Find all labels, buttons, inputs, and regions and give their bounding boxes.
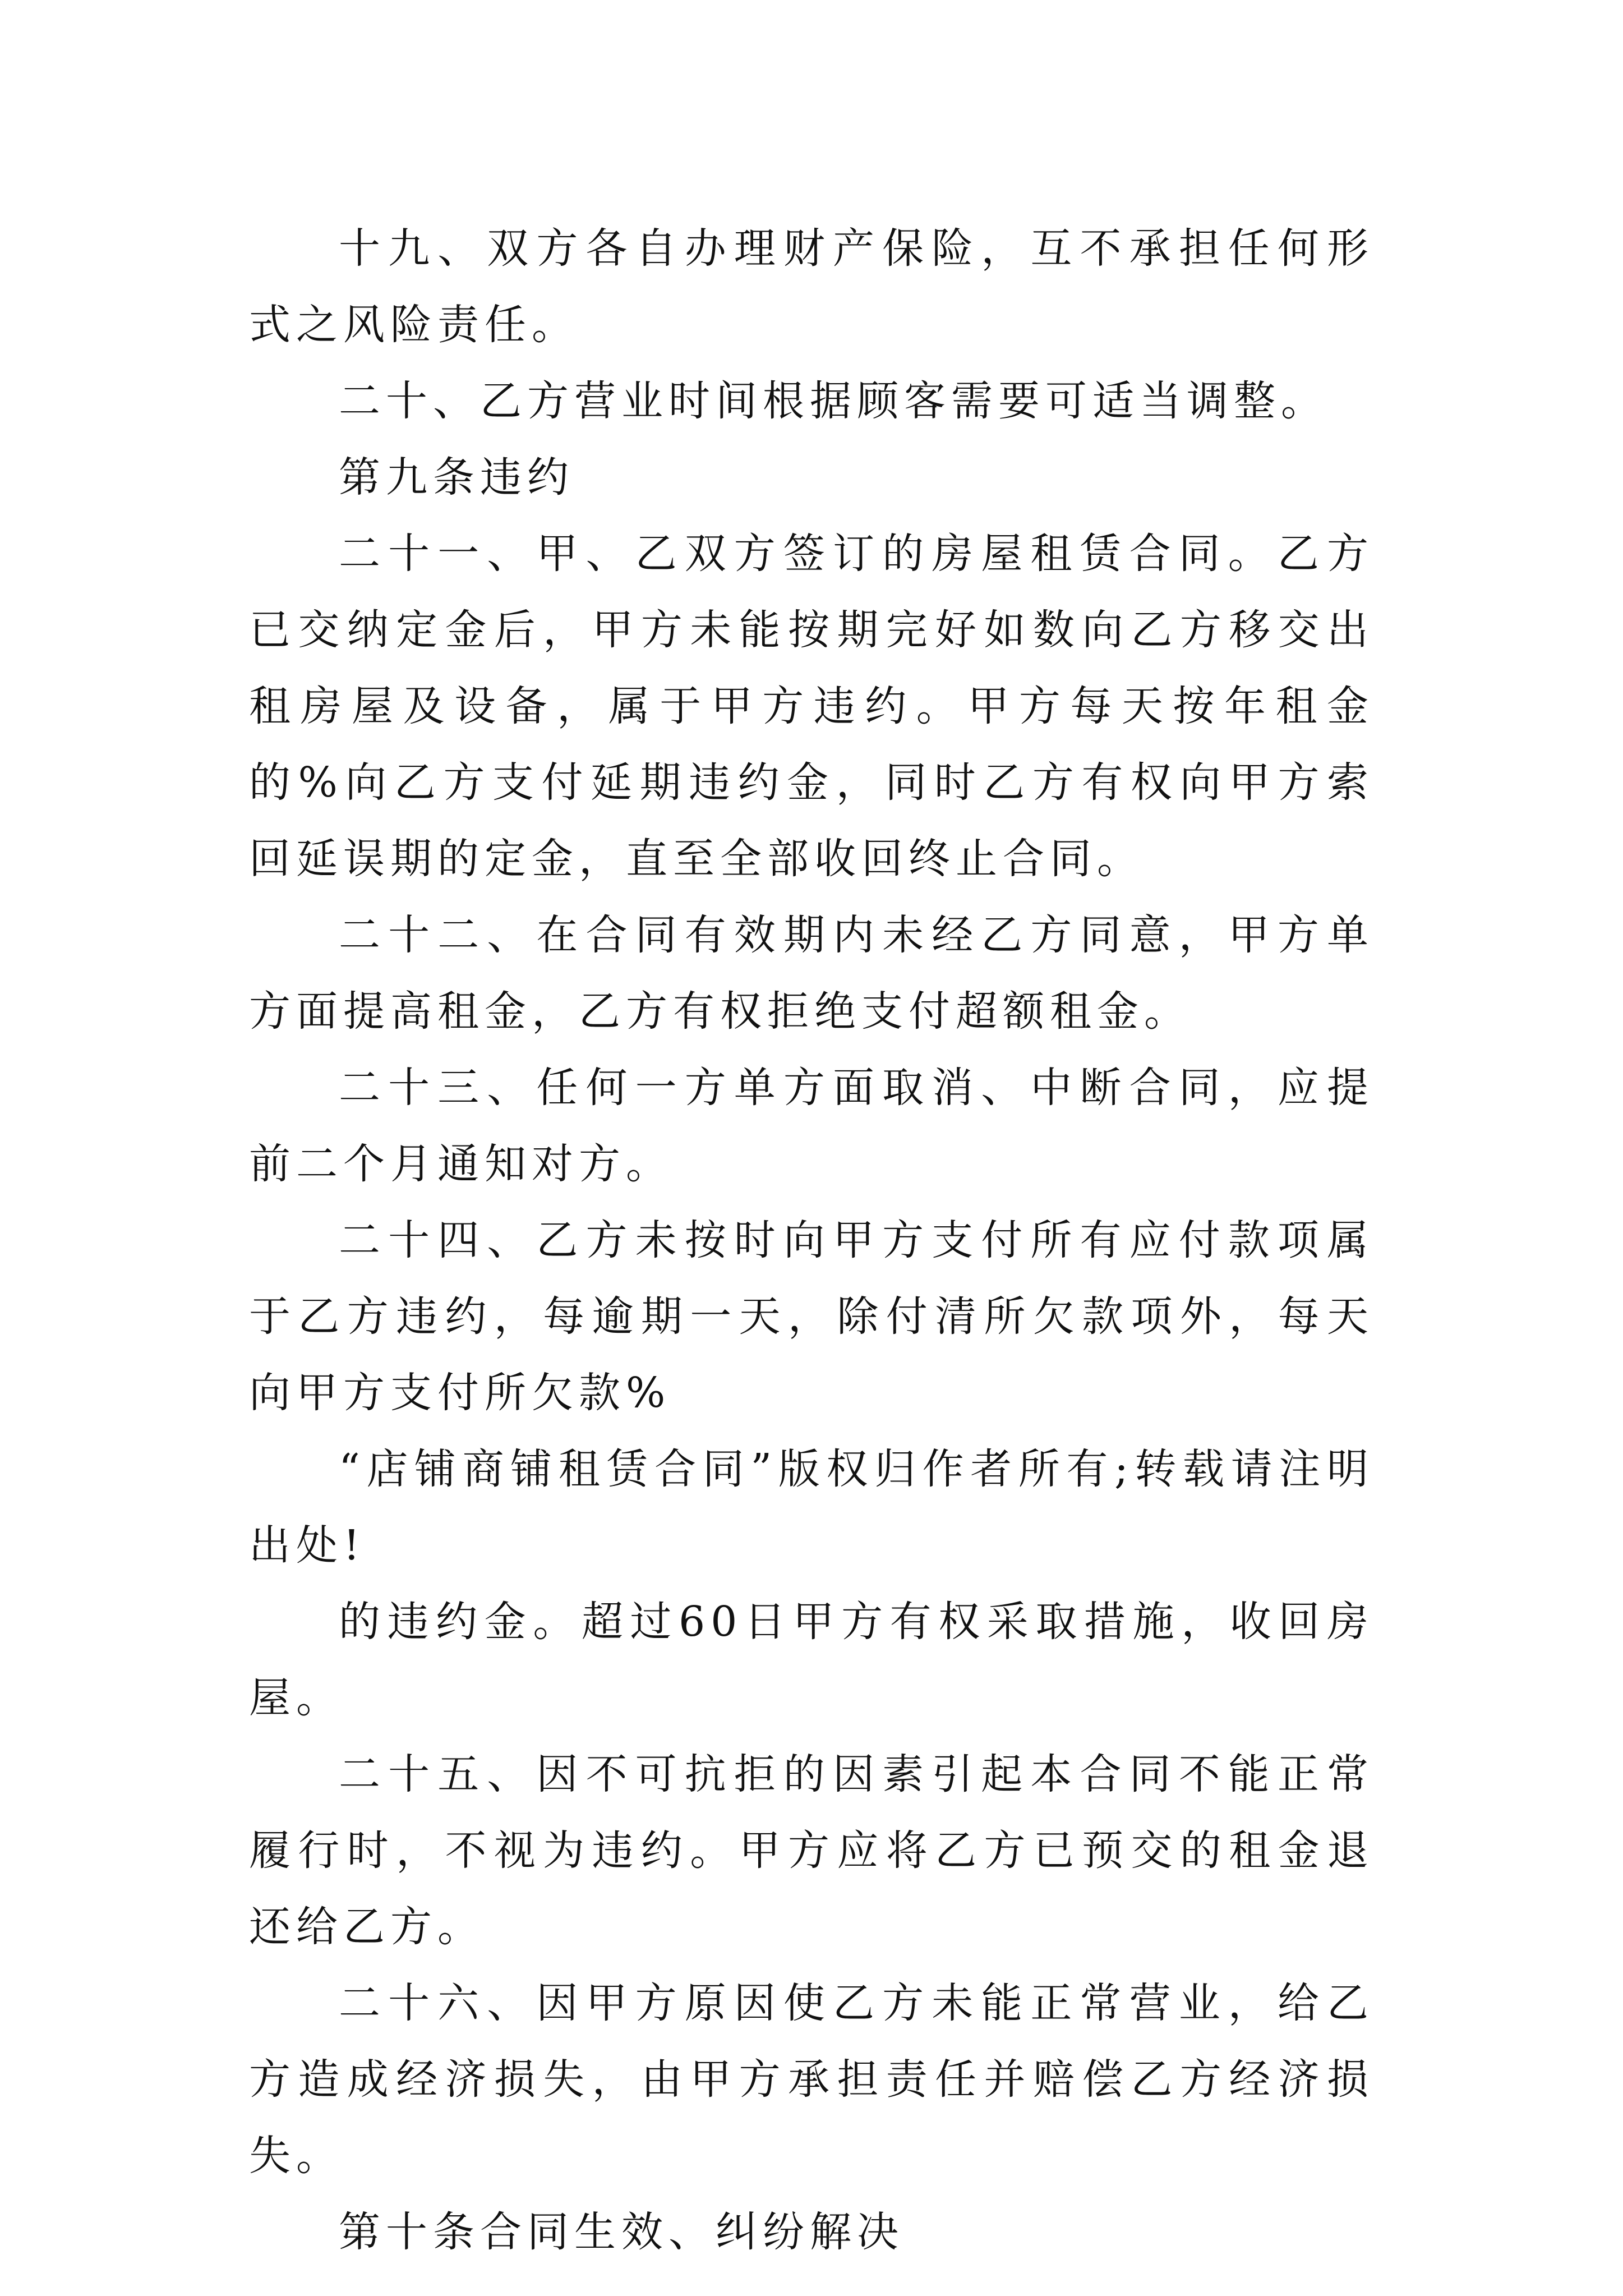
clause-24-continued: 的违约金。超过60日甲方有权采取措施，收回房屋。 — [249, 1598, 1374, 1722]
clause-24: 二十四、乙方未按时向甲方支付所有应付款项属于乙方违约，每逾期一天，除付清所欠款项外，每天向甲方支付所欠款% — [249, 1216, 1374, 1417]
copyright-notice: “店铺商铺租赁合同”版权归作者所有;转载请注明出处! — [249, 1445, 1374, 1570]
clause-22: 二十二、在合同有效期内未经乙方同意，甲方单方面提高租金，乙方有权拒绝支付超额租金。 — [249, 911, 1374, 1036]
clause-26: 二十六、因甲方原因使乙方未能正常营业，给乙方造成经济损失，由甲方承担责任并赔偿乙方经济损失。 — [249, 1979, 1374, 2180]
document-body — [249, 210, 1374, 2270]
clause-23: 二十三、任何一方单方面取消、中断合同，应提前二个月通知对方。 — [249, 1064, 1374, 1188]
clause-25: 二十五、因不可抗拒的因素引起本合同不能正常履行时，不视为违约。甲方应将乙方已预交的租金退还给乙方。 — [249, 1750, 1374, 1951]
clause-20: 二十、乙方营业时间根据顾客需要可适当调整。 — [339, 377, 1328, 425]
section-heading-breach: 第九条违约 — [339, 453, 574, 501]
section-heading-effect-disputes: 第十条合同生效、纠纷解决 — [339, 2208, 904, 2256]
clause-19: 十九、双方各自办理财产保险，互不承担任何形式之风险责任。 — [249, 224, 1374, 349]
clause-21: 二十一、甲、乙双方签订的房屋租赁合同。乙方已交纳定金后，甲方未能按期完好如数向乙方移交出租房屋及设备，属于甲方违约。甲方每天按年租金的%向乙方支付延期违约金，同时乙方有权向甲方索回延误期的定金，直至全部收回终止合同。 — [249, 530, 1374, 883]
